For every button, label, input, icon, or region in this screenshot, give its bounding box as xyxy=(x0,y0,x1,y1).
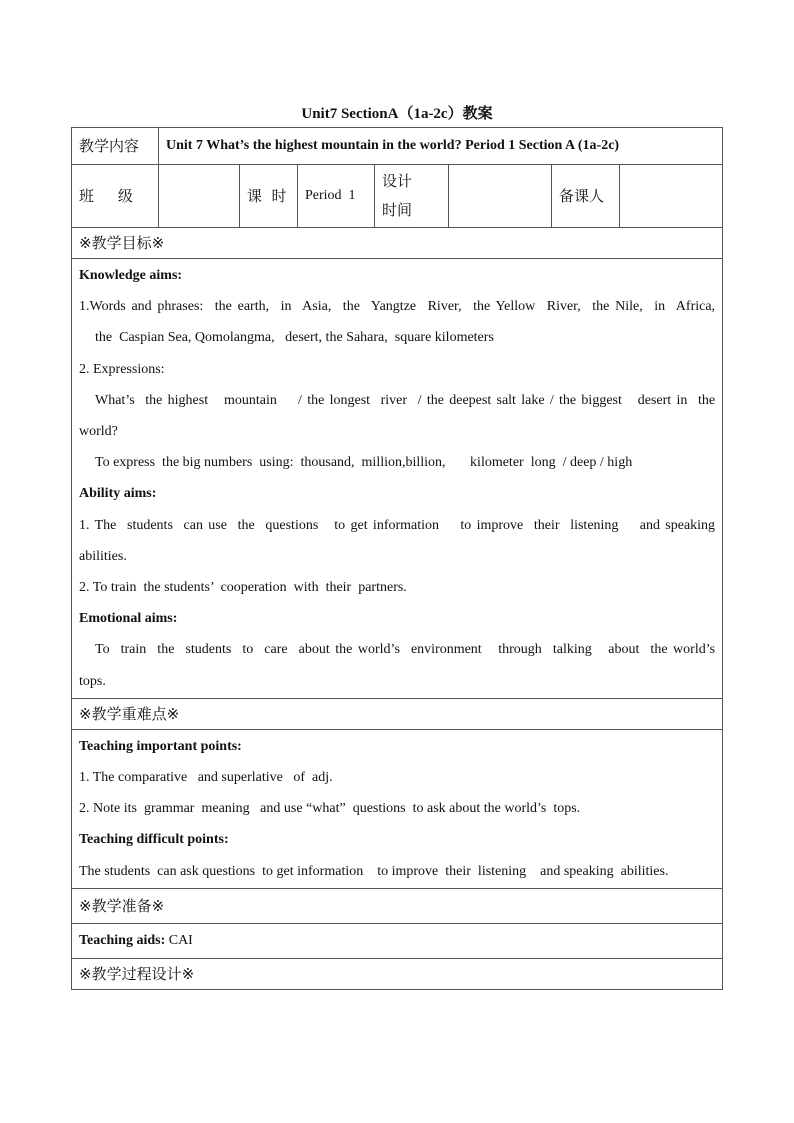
ability-item-1-line2: abilities. xyxy=(79,548,127,564)
preparer-label: 备课人 xyxy=(552,165,620,228)
key-points-header: ※教学重难点※ xyxy=(72,698,723,729)
topic-row xyxy=(72,128,723,165)
objectives-body-row xyxy=(72,259,723,699)
knowledge-item-2-line1: What’s the highest mountain / the longest river / the deepest salt lake / the biggest desert in the xyxy=(95,392,716,408)
emotional-item-1-line2: tops. xyxy=(79,673,106,689)
topic-value: Unit 7 What’s the highest mountain in the world? Period 1 Section A (1a-2c) xyxy=(159,128,723,165)
document-title-en: Unit7 SectionA（1a-2c） xyxy=(301,106,463,122)
objectives-header-row xyxy=(72,228,723,259)
key-points-body-row xyxy=(72,729,723,888)
design-time-label-line1: 设计 xyxy=(382,172,413,190)
knowledge-item-3: To express the big numbers using: thousand, million,billion, kilometer long / deep / high xyxy=(95,455,633,471)
preparer-value xyxy=(620,165,723,228)
knowledge-item-2-line2: world? xyxy=(79,424,118,440)
meta-row xyxy=(72,165,723,228)
preparation-header-row xyxy=(72,888,723,923)
important-point-2: 2. Note its grammar meaning and use “what” questions to ask about the world’s tops. xyxy=(79,801,581,817)
teaching-aids-value: CAI xyxy=(165,932,193,948)
design-time-label-line2: 时间 xyxy=(382,201,413,219)
document-title-cn: 教案 xyxy=(462,104,493,122)
important-points-title: Teaching important points: xyxy=(79,738,242,754)
knowledge-item-2: 2. Expressions: xyxy=(79,361,165,377)
design-time-label xyxy=(375,165,449,228)
knowledge-aims-title: Knowledge aims: xyxy=(79,268,183,283)
topic-label: 教学内容 xyxy=(72,128,159,165)
important-point-1: 1. The comparative and superlative of adj. xyxy=(79,770,333,786)
teaching-aids-label: Teaching aids: xyxy=(79,932,166,948)
emotional-aims-title: Emotional aims: xyxy=(79,611,178,627)
ability-aims-title: Ability aims: xyxy=(79,486,157,502)
design-time-value xyxy=(449,165,552,228)
knowledge-item-1-line2: the Caspian Sea, Qomolangma, desert, the Sahara, square kilometers xyxy=(95,330,494,346)
ability-item-2: 2. To train the students’ cooperation with their partners. xyxy=(79,580,407,596)
key-points-body xyxy=(72,729,723,888)
process-header-row xyxy=(72,958,723,989)
class-label: 班 级 xyxy=(72,165,159,228)
teaching-aids-cell xyxy=(72,923,723,958)
teaching-aids-row xyxy=(72,923,723,958)
lesson-plan-table xyxy=(71,127,723,990)
objectives-body xyxy=(72,259,723,699)
difficult-point-1: The students can ask questions to get information to improve their listening and speaking abilities. xyxy=(79,863,669,879)
document-title xyxy=(0,102,794,123)
key-points-header-row xyxy=(72,698,723,729)
knowledge-item-1-line1: 1.Words and phrases: the earth, in Asia, the Yangtze River, the Yellow River, the Nile, in Africa, xyxy=(79,299,716,315)
ability-item-1-line1: 1. The students can use the questions to get information to improve their listening and speaking xyxy=(79,517,716,533)
process-header: ※教学过程设计※ xyxy=(72,958,723,989)
objectives-header: ※教学目标※ xyxy=(72,228,723,259)
hours-label: 课 时 xyxy=(240,165,298,228)
emotional-item-1-line1: To train the students to care about the world’s environment through talking about the world’s xyxy=(95,642,716,658)
difficult-points-title: Teaching difficult points: xyxy=(79,832,229,848)
hours-value: Period 1 xyxy=(298,165,375,228)
class-value xyxy=(159,165,240,228)
preparation-header: ※教学准备※ xyxy=(72,888,723,923)
